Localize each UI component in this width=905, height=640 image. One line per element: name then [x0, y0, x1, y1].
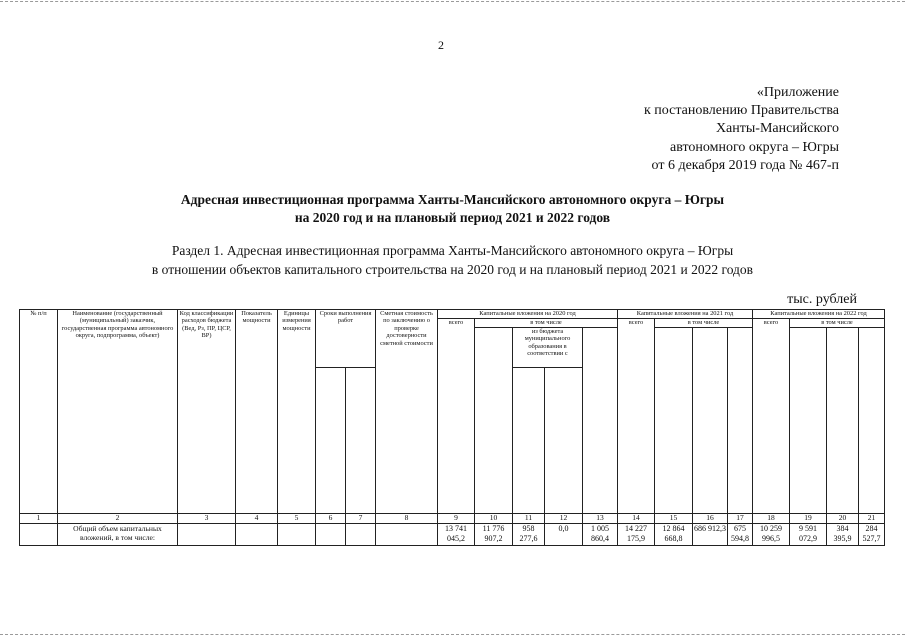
- col-num: 8: [376, 514, 438, 524]
- col-num: 7: [346, 514, 376, 524]
- col-num: 16: [693, 514, 728, 524]
- col-num: 14: [618, 514, 655, 524]
- col-num: 19: [790, 514, 827, 524]
- cell-c14: 14 227 175,9: [618, 524, 655, 546]
- header-2022: Капитальные вложения на 2022 год: [753, 310, 885, 319]
- cell-c11: 958 277,6: [513, 524, 545, 546]
- cell-c12: 0,0: [545, 524, 583, 546]
- col-num: 9: [438, 514, 475, 524]
- cell-c13: 1 005 860,4: [583, 524, 618, 546]
- header-2021-mun: [693, 328, 728, 514]
- unit-label: тыс. рублей: [787, 292, 857, 307]
- cell-c16: 686 912,3: [693, 524, 728, 546]
- cell-c18: 10 259 996,5: [753, 524, 790, 546]
- header-estimate: Сметная стоимость по заключению о проверке достоверности сметной стоимости: [376, 310, 438, 514]
- header-2022-including: в том числе: [790, 319, 885, 328]
- header-2020: Капитальные вложения на 2020 год: [438, 310, 618, 319]
- header-2020-including: в том числе: [475, 319, 618, 328]
- header-terms: Сроки выполнения работ: [316, 310, 376, 368]
- cell-c17: 675 594,8: [728, 524, 753, 546]
- scan-edge-bottom: [0, 634, 905, 635]
- col-num: 20: [827, 514, 859, 524]
- col-num: 21: [859, 514, 885, 524]
- header-2021-fed: [728, 328, 753, 514]
- header-2022-mun: [827, 328, 859, 514]
- section-heading: [0, 241, 905, 279]
- header-2022-ao: [790, 328, 827, 514]
- header-2020-ao: [475, 328, 513, 514]
- header-2021: Капитальные вложения на 2021 год: [618, 310, 753, 319]
- cell-c21: 284 527,7: [859, 524, 885, 546]
- appendix-line-5: от 6 декабря 2019 года № 467-п: [651, 157, 839, 173]
- header-2020-gov-program: [513, 368, 545, 514]
- header-indicator: Показатель мощности: [236, 310, 278, 514]
- table-row: [20, 524, 885, 546]
- page-number: 2: [438, 38, 444, 52]
- appendix-line-1: «Приложение: [756, 85, 839, 100]
- appendix-line-2: к постановлению Правительства: [643, 103, 839, 119]
- header-terms-construction: [346, 368, 376, 514]
- header-2021-including: в том числе: [655, 319, 753, 328]
- header-code: Код классификации расходов бюджета (Вед, Рз, ПР, ЦСР, ВР): [178, 310, 236, 514]
- header-2021-ao: [655, 328, 693, 514]
- header-2020-mun-per: из бюджета муниципального образования в соответствии с: [513, 328, 583, 368]
- col-num: 5: [278, 514, 316, 524]
- column-number-row: [20, 514, 885, 524]
- cell-c15: 12 864 668,8: [655, 524, 693, 546]
- scan-edge-top: [0, 1, 905, 2]
- col-num: 12: [545, 514, 583, 524]
- col-num: 10: [475, 514, 513, 524]
- appendix-line-4: автономного округа – Югры: [670, 139, 839, 155]
- section-line-1: Раздел 1. Адресная инвестиционная программа Ханты-Мансийского автономного округа – Югры: [171, 243, 734, 258]
- col-num: 1: [20, 514, 58, 524]
- title-line-1: Адресная инвестиционная программа Ханты-Мансийского автономного округа – Югры: [180, 192, 725, 207]
- header-num: № п/п: [20, 310, 58, 514]
- col-num: 3: [178, 514, 236, 524]
- investment-table: [19, 309, 885, 546]
- cell-c10: 11 776 907,2: [475, 524, 513, 546]
- header-2021-total: всего: [618, 319, 655, 514]
- appendix-block: [644, 84, 839, 175]
- cell-c20: 384 395,9: [827, 524, 859, 546]
- header-2020-agreement: [545, 368, 583, 514]
- header-units: Единицы измерения мощности: [278, 310, 316, 514]
- section-line-2: в отношении объектов капитального строительства на 2020 год и на плановый период 2021 и 2022 годов: [151, 262, 754, 277]
- col-num: 4: [236, 514, 278, 524]
- appendix-line-3: Ханты-Мансийского: [715, 121, 839, 137]
- header-2020-fed: [583, 328, 618, 514]
- title-line-2: на 2020 год и на плановый период 2021 и 2022 годов: [294, 210, 611, 225]
- header-2022-fed: [859, 328, 885, 514]
- col-num: 2: [58, 514, 178, 524]
- col-num: 13: [583, 514, 618, 524]
- col-num: 17: [728, 514, 753, 524]
- header-2022-total: всего: [753, 319, 790, 514]
- col-num: 18: [753, 514, 790, 524]
- cell-c9: 13 741 045,2: [438, 524, 475, 546]
- header-terms-survey: [316, 368, 346, 514]
- document-title: [0, 191, 905, 227]
- col-num: 11: [513, 514, 545, 524]
- header-2020-total: всего: [438, 319, 475, 514]
- cell-c19: 9 591 072,9: [790, 524, 827, 546]
- col-num: 15: [655, 514, 693, 524]
- row-label: Общий объем капитальных вложений, в том числе:: [58, 524, 178, 546]
- header-name: Наименование (государственный (муниципальный) заказчик, государственная программа автономного округа, подпрограмма, объект): [58, 310, 178, 514]
- col-num: 6: [316, 514, 346, 524]
